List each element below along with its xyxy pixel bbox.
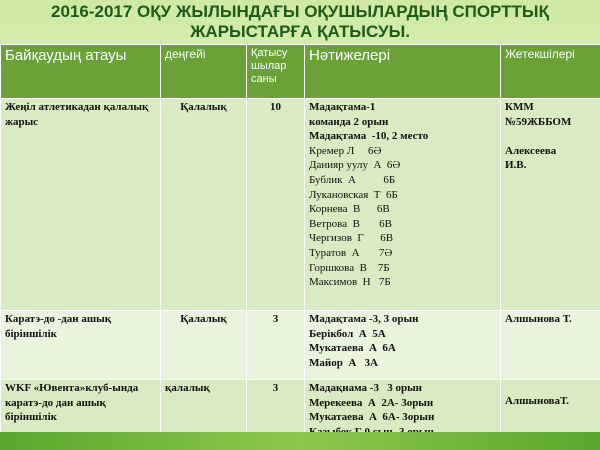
participant-line: Кремер Л 6Ә: [309, 144, 382, 157]
title-line-2: ЖАРЫСТАРҒА ҚАТЫСУЫ.: [190, 22, 410, 41]
result-line: Мадақтама-1: [309, 101, 376, 113]
row-3-leader: АлшыноваТ.: [501, 380, 600, 444]
result-line: Мукатаева А 6А- 3орын: [309, 411, 435, 424]
result-line: команда 2 орын: [309, 115, 389, 128]
header-participants: Қатысу шылар саны: [247, 45, 305, 99]
competition-table: [0, 44, 600, 444]
row-2-leader: Алшынова Т.: [501, 311, 600, 380]
table-wrapper: [0, 44, 600, 444]
participant-line: Максимов Н 7Б: [309, 276, 391, 289]
row-1-level: Қалалық: [161, 99, 247, 311]
title-line-1: 2016-2017 ОҚУ ЖЫЛЫНДАҒЫ ОҚУШЫЛАРДЫҢ СПОРТТЫҚ: [51, 2, 549, 21]
header-level: деңгейі: [161, 45, 247, 99]
row-2-results: [305, 311, 501, 380]
row-1-results: [305, 99, 501, 311]
participant-line: Ветрова В 6В: [309, 217, 393, 230]
participant-line: Корнева В 6В: [309, 203, 390, 216]
participant-line: Туратов А 7Ә: [309, 246, 393, 259]
participant-line: Горшкова В 7Б: [309, 261, 390, 274]
header-leaders: Жетекшілері: [501, 45, 600, 99]
leader-line: КММ: [505, 101, 534, 113]
leader-line: Алексеева: [505, 144, 557, 157]
bottom-decorative-stripe: [0, 432, 600, 450]
participant-line: Чергизов Г 6В: [309, 232, 394, 245]
row-2-count: 3: [247, 311, 305, 380]
header-name: Байқаудың атауы: [1, 45, 161, 99]
leader-line: И.В.: [505, 159, 527, 172]
row-1-count: 10: [247, 99, 305, 311]
row-3-level: қалалық: [161, 380, 247, 444]
result-line: Мадақтама -3, 3 орын: [309, 313, 419, 325]
table-row: [1, 99, 600, 311]
result-line: Мукатаева А 6А: [309, 342, 396, 355]
result-line: Мерекеева А 2А- 3орын: [309, 396, 434, 409]
row-2-name: Каратэ-до -дан ашық біріншілік: [1, 311, 161, 380]
header-results: Нәтижелері: [305, 45, 501, 99]
row-1-name: Жеңіл атлетикадан қалалық жарыс: [1, 99, 161, 311]
table-header-row: [1, 45, 600, 99]
row-2-level: Қалалық: [161, 311, 247, 380]
participant-line: Данияр уулу А 6Ә: [309, 159, 401, 172]
leader-line: №59ЖББОМ: [505, 115, 572, 128]
participant-line: Лукановская Т 6Б: [309, 188, 398, 201]
row-3-count: 3: [247, 380, 305, 444]
page-title: [0, 2, 600, 42]
row-1-leader: [501, 99, 600, 311]
participant-line: Бублик А 6Б: [309, 173, 396, 186]
result-line: Мадақтама -10, 2 место: [309, 130, 429, 143]
result-line: Мадақнама -3 3 орын: [309, 382, 422, 394]
result-line: Берікбол А 5А: [309, 327, 386, 340]
table-row: [1, 311, 600, 380]
row-3-name: WKF «Ювента»клуб-ында каратэ-до дан ашық біріншілік: [1, 380, 161, 444]
result-line: Майор А 3А: [309, 356, 378, 369]
